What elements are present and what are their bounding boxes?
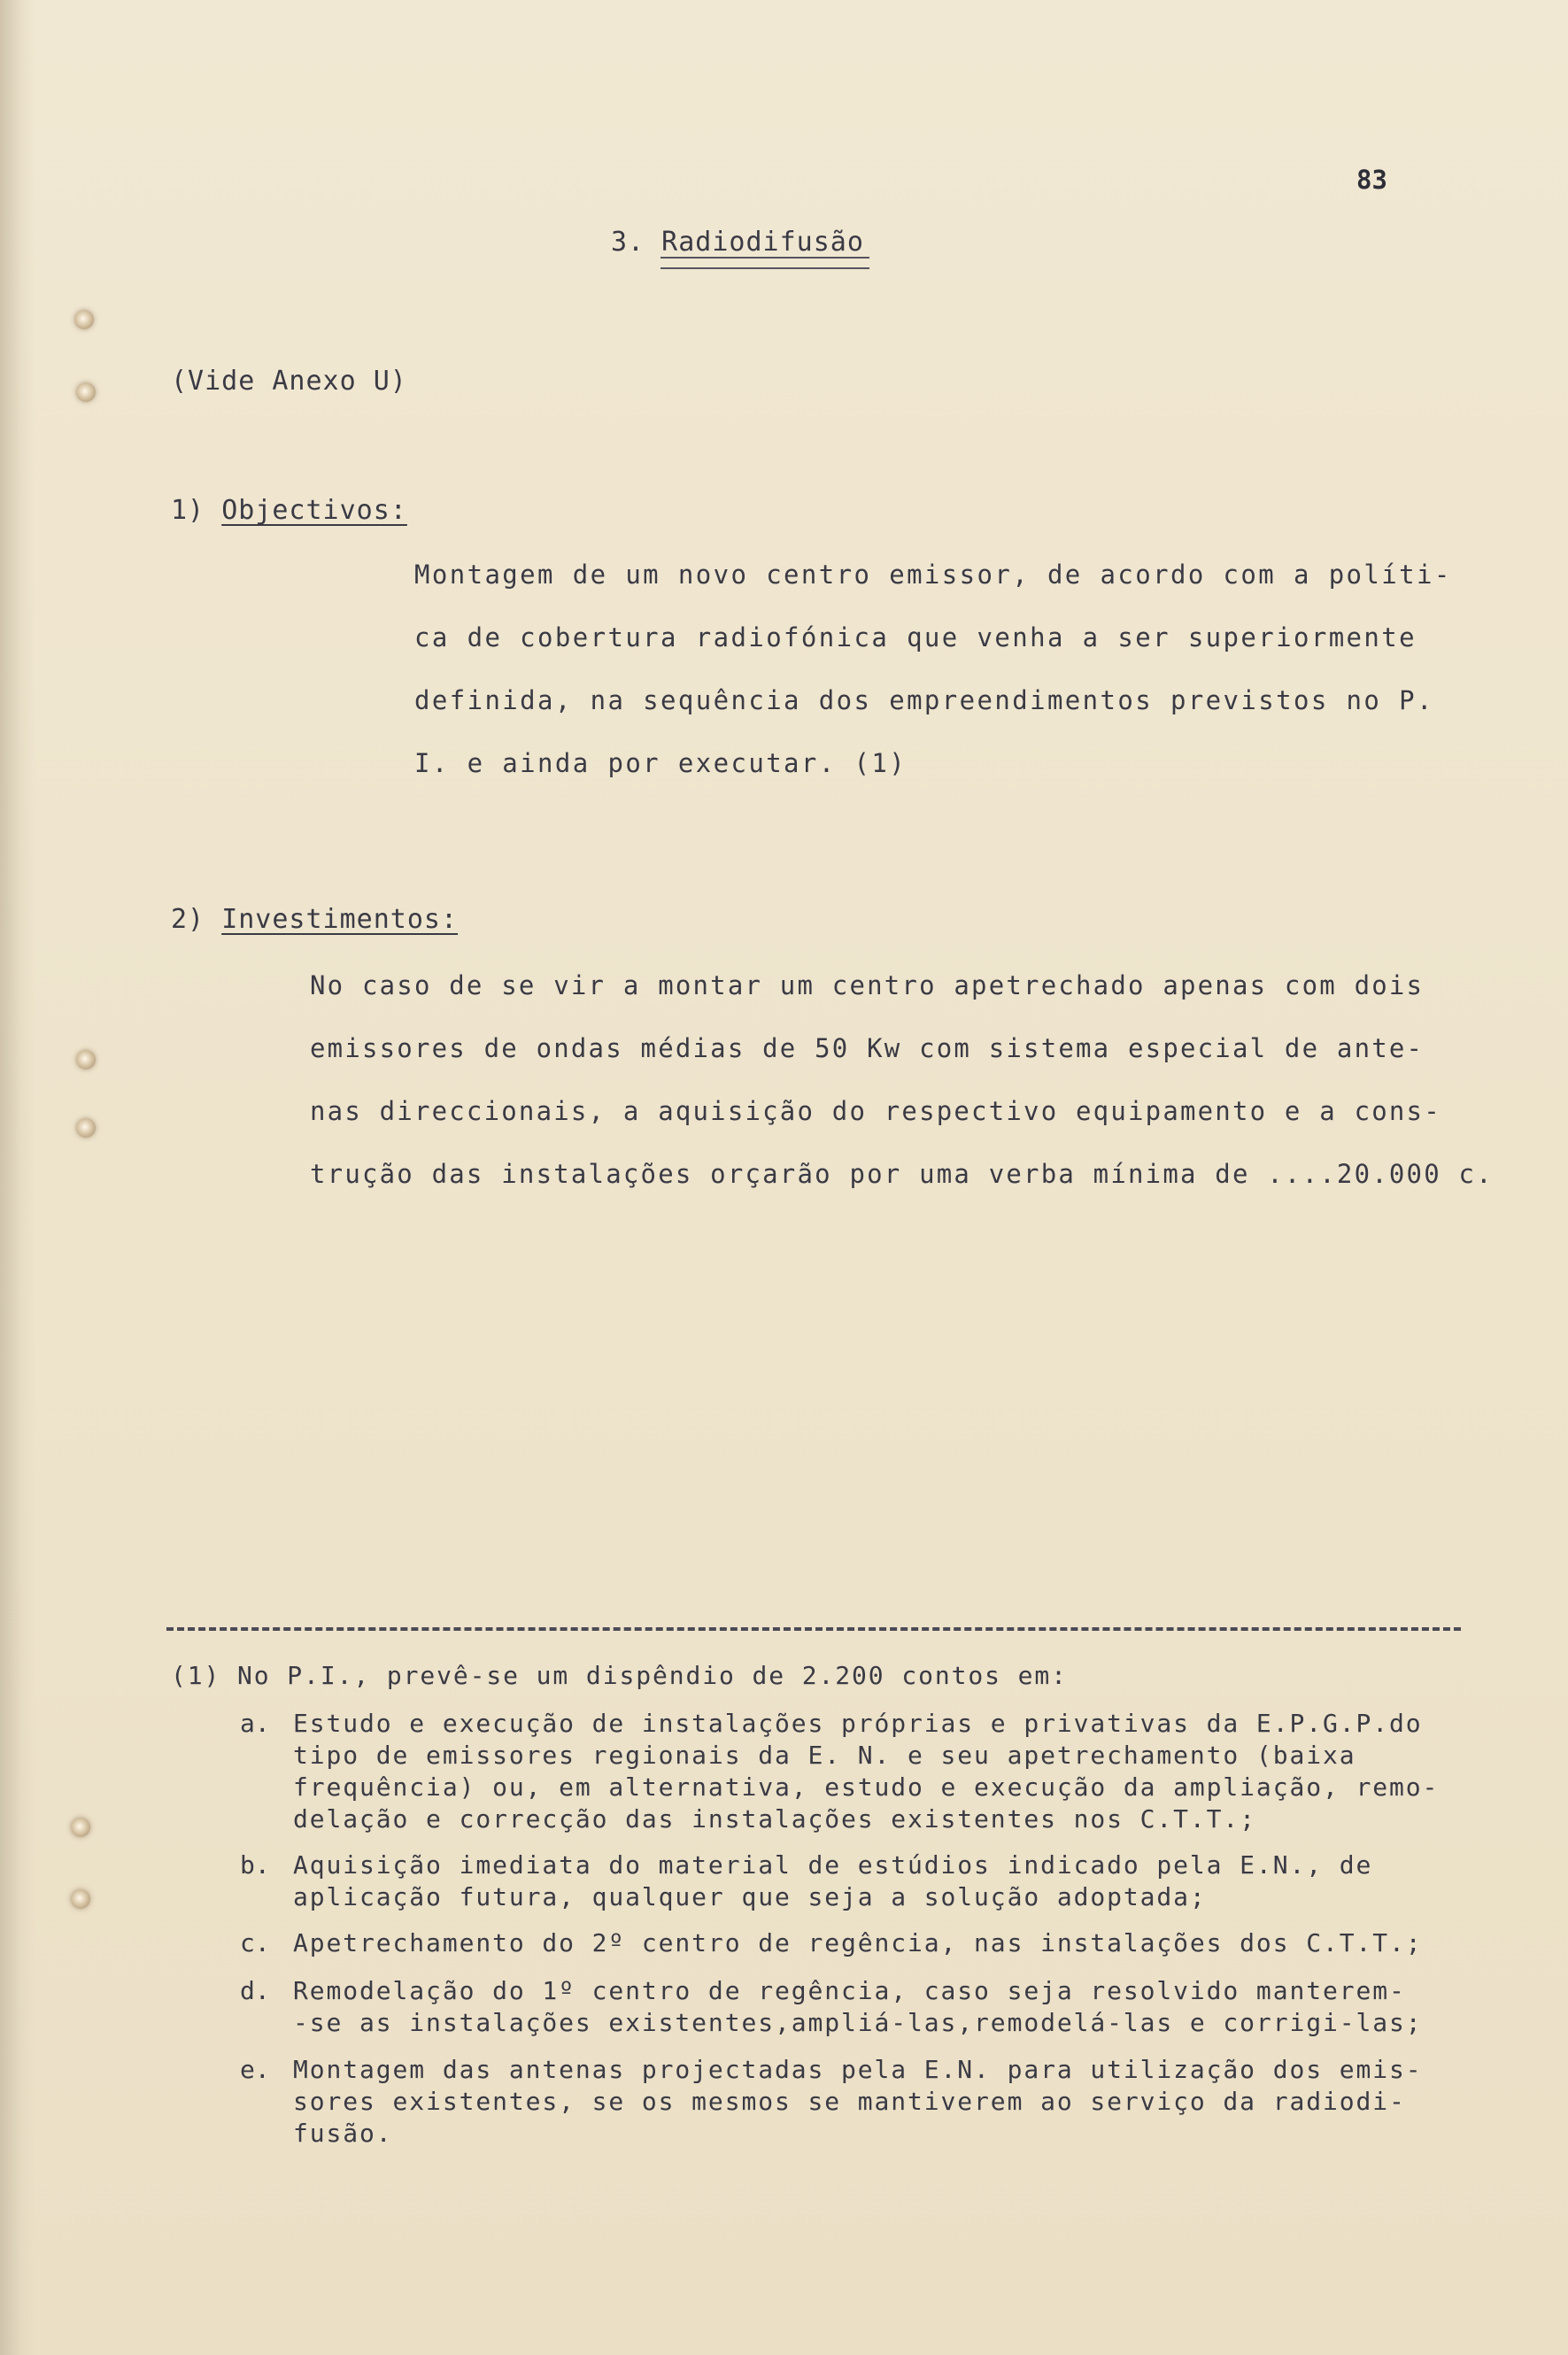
footnote-item-line: delação e correcção das instalações existentes nos C.T.T.; — [293, 1804, 1256, 1834]
punch-hole — [74, 310, 94, 329]
footnote-item-line: Estudo e execução de instalações próprias e privativas da E.P.G.P.do — [293, 1709, 1423, 1738]
footnote-item-line: frequência) ou, em alternativa, estudo e execução da ampliação, remo- — [293, 1772, 1440, 1802]
investments-line: emissores de ondas médias de 50 Kw com sistema especial de ante- — [310, 1033, 1425, 1063]
section-title: 3. Radiodifusão — [611, 227, 864, 258]
punch-hole — [71, 1889, 90, 1909]
footnote-item-line: -se as instalações existentes,ampliá-las,remodelá-las e corrigi-las; — [293, 2008, 1423, 2037]
punch-hole — [76, 1050, 96, 1069]
annex-note: (Vide Anexo U) — [171, 366, 407, 397]
investments-line: No caso de se vir a montar um centro apetrechado apenas com dois — [310, 970, 1425, 1000]
footnote-intro: (1) No P.I., prevê-se um dispêndio de 2.200 contos em: — [171, 1661, 1068, 1690]
objectives-number: 1) — [171, 495, 205, 526]
page-number: 83 — [1356, 165, 1387, 195]
investments-heading-label: Investimentos: — [221, 904, 459, 935]
footnote-item-letter: e. — [240, 2055, 270, 2084]
footnote-item-line: aplicação futura, qualquer que seja a solução adoptada; — [293, 1882, 1207, 1911]
title-double-underline — [660, 257, 869, 269]
footnote-item-line: fusão. — [293, 2119, 393, 2148]
objectives-line: ca de cobertura radiofónica que venha a ser superiormente — [414, 622, 1417, 652]
objectives-heading — [171, 495, 407, 526]
footnote-item-line: Remodelação do 1º centro de regência, caso seja resolvido manterem- — [293, 1976, 1406, 2005]
footnote-item-line: Montagem das antenas projectadas pela E.N. para utilização dos emis- — [293, 2055, 1423, 2084]
footnote-item-line: Apetrechamento do 2º centro de regência, nas instalações dos C.T.T.; — [293, 1928, 1423, 1957]
footnote-item-letter: b. — [240, 1850, 270, 1880]
objectives-heading-label: Objectivos: — [221, 495, 407, 526]
investments-line: trução das instalações orçarão por uma verba mínima de ....20.000 c. — [310, 1159, 1494, 1189]
objectives-line: I. e ainda por executar. (1) — [414, 748, 908, 778]
investments-number: 2) — [171, 904, 205, 935]
investments-line: nas direccionais, a aquisição do respectivo equipamento e a cons- — [310, 1096, 1441, 1126]
footnote-item-line: sores existentes, se os mesmos se mantiverem ao serviço da radiodi- — [293, 2087, 1406, 2116]
punch-hole — [76, 382, 96, 402]
objectives-line: Montagem de um novo centro emissor, de acordo com a políti- — [414, 560, 1452, 590]
footnote-item-line: Aquisição imediata do material de estúdios indicado pela E.N., de — [293, 1850, 1373, 1880]
footnote-item-letter: c. — [240, 1928, 270, 1957]
objectives-line: definida, na sequência dos empreendimentos previstos no P. — [414, 685, 1434, 715]
footnote-item-line: tipo de emissores regionais da E. N. e seu apetrechamento (baixa — [293, 1741, 1356, 1770]
footnote-item-letter: d. — [240, 1976, 270, 2005]
investments-heading — [171, 904, 458, 935]
binding-edge-shadow — [0, 0, 35, 2355]
punch-hole — [76, 1118, 96, 1138]
footnote-divider — [166, 1627, 1461, 1631]
punch-hole — [71, 1818, 90, 1837]
footnote-item-letter: a. — [240, 1709, 270, 1738]
